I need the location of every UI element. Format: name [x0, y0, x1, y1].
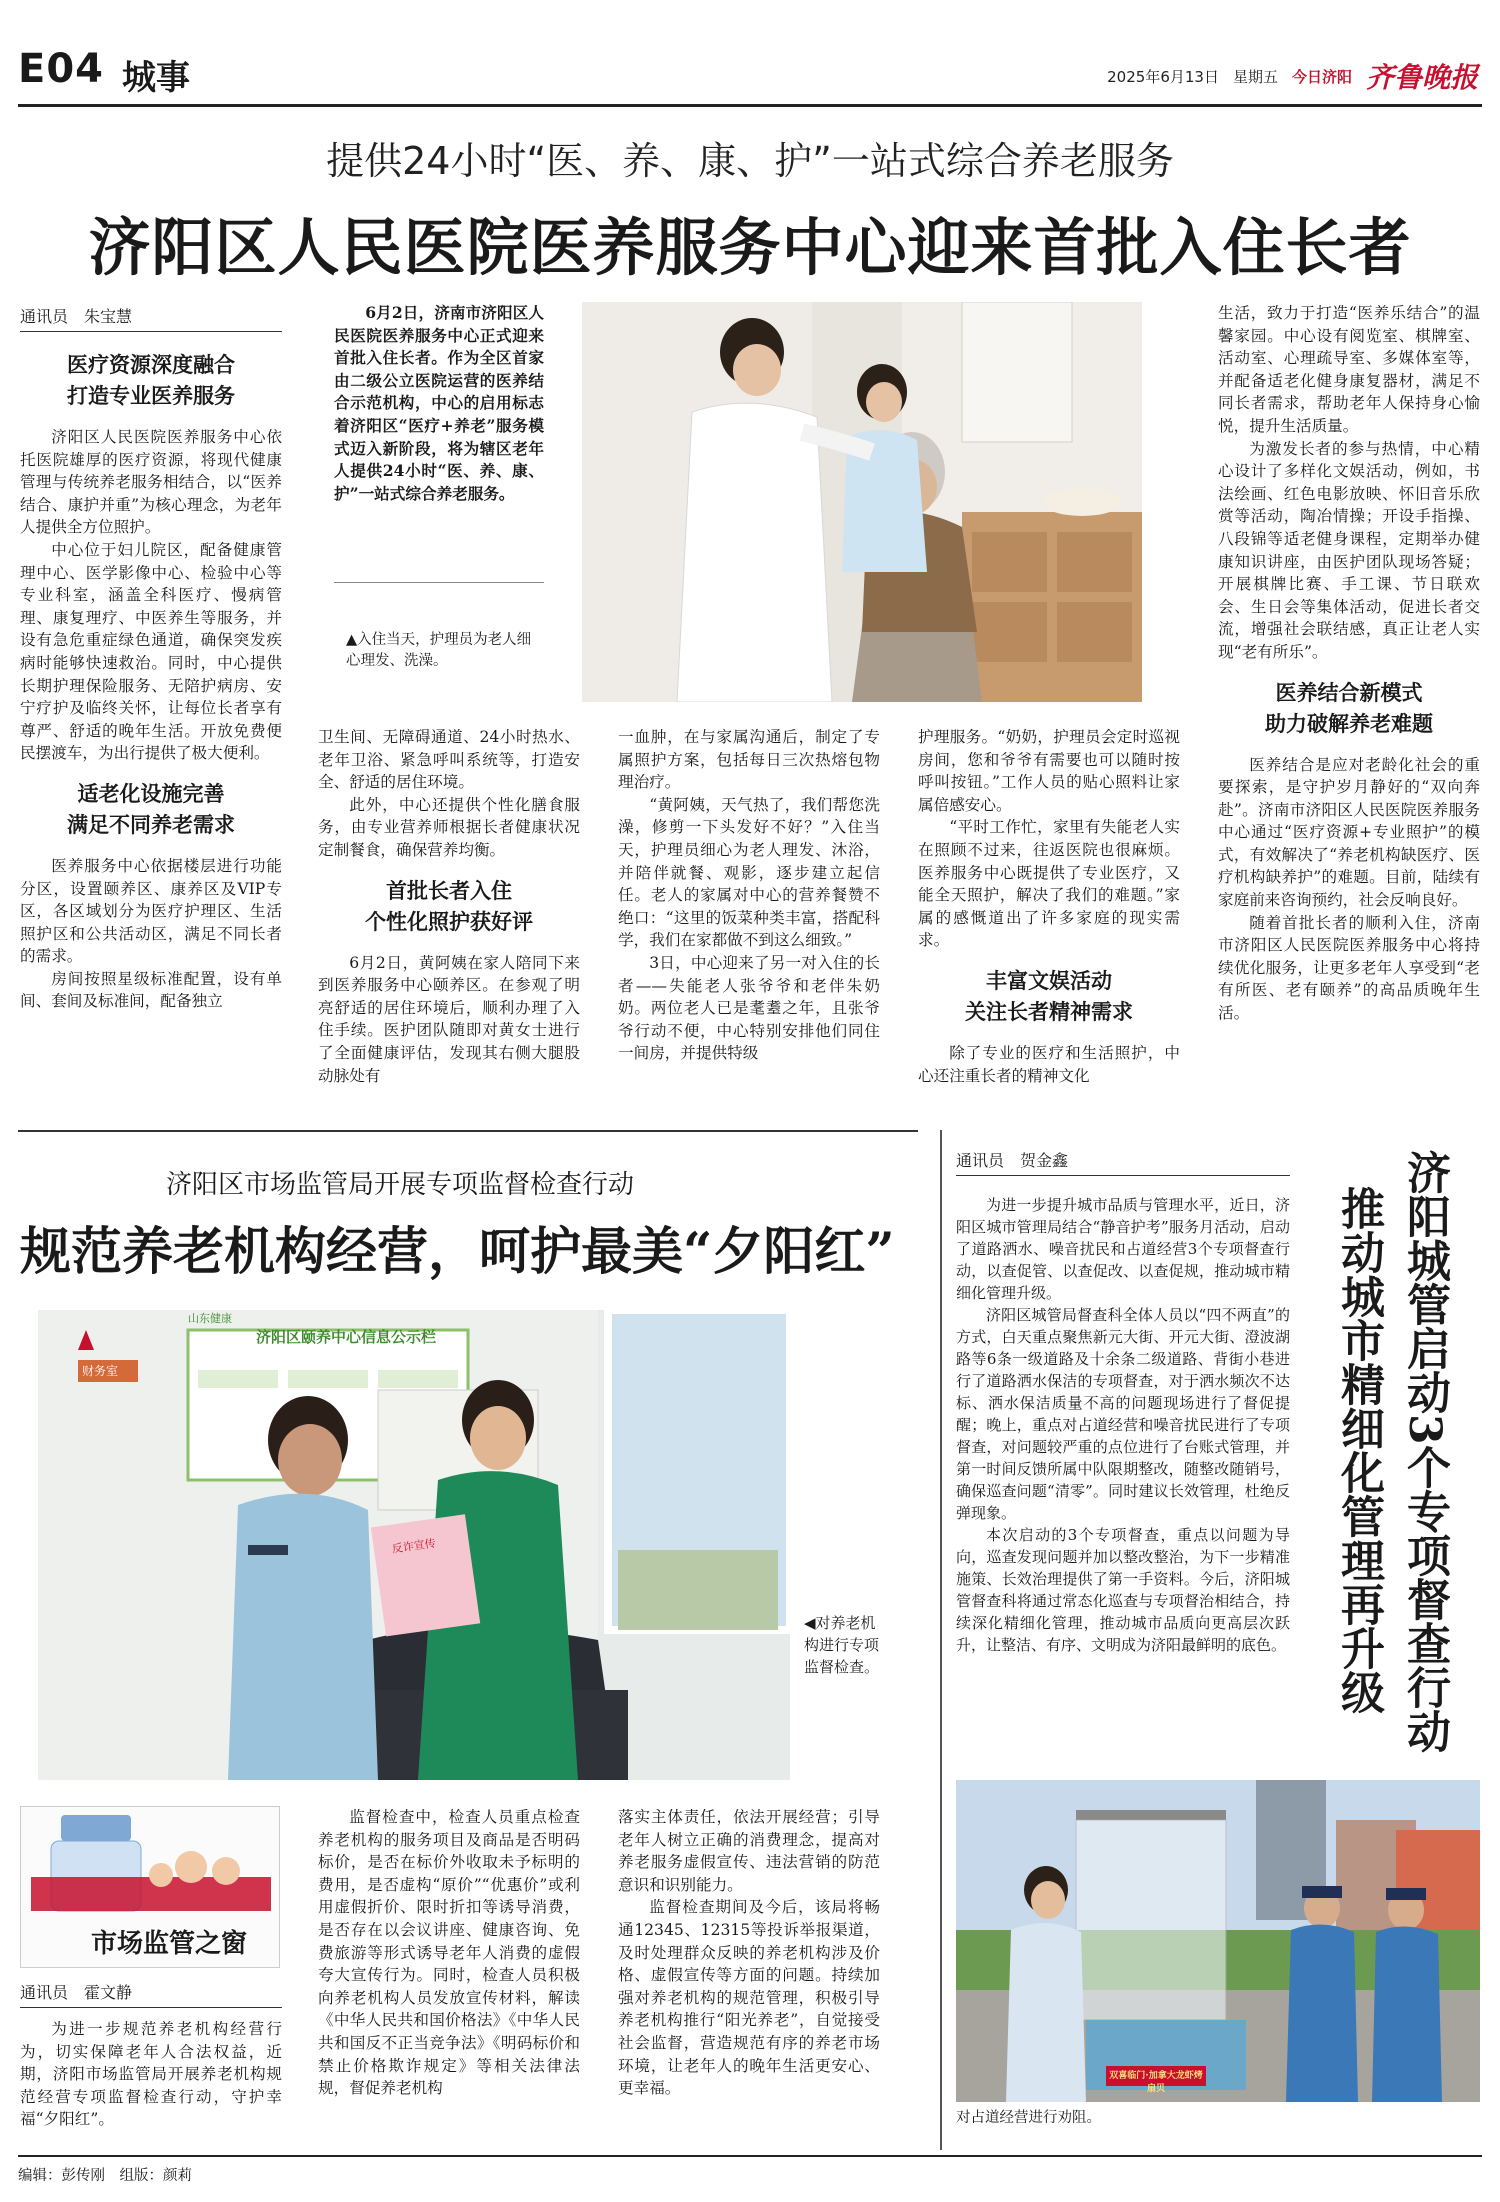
header-rule [18, 104, 1482, 107]
column-divider [940, 1130, 942, 2150]
story3-photo-street [956, 1780, 1480, 2102]
paragraph: 医养服务中心依据楼层进行功能分区，设置颐养区、康养区及VIP专区，各区域划分为医疗护理区、生活照护区和公共活动区，满足不同长者的需求。 [20, 856, 282, 966]
story2-photo-caption: ◀对养老机构进行专项监督检查。 [804, 1614, 880, 1676]
story1-subhead-2: 适老化设施完善 满足不同养老需求 [67, 781, 235, 837]
photo-sign-text: 济阳区颐养中心信息公示栏 [255, 1328, 436, 1346]
story1-subhead-3: 首批长者入住 个性化照护获好评 [365, 878, 533, 934]
paragraph: 此外，中心还提供个性化膳食服务，由专业营养师根据长者健康状况定制餐食，确保营养均衡。 [318, 795, 580, 859]
street-photo-illustration [956, 1780, 1480, 2102]
paragraph: 济阳区人民医院医养服务中心依托医院雄厚的医疗资源，将现代健康管理与传统养老服务相结合，以“医养结合、康护并重”为核心理念，为老年人提供全方位照护。 [20, 428, 282, 537]
story1-subhead-5: 医养结合新模式 助力破解养老难题 [1265, 680, 1433, 736]
issue-date: 2025年6月13日 [1107, 67, 1219, 86]
paragraph: 6月2日，黄阿姨在家人陪同下来到医养服务中心颐养区。在参观了明亮舒适的居住环境后，顺利办理了入住手续。医护团队随即对黄女士进行了全面健康评估，发现其右侧大腿股动脉处有 [318, 953, 580, 1085]
section-name: 城事 [122, 58, 190, 98]
paragraph: 除了专业的医疗和生活照护，中心还注重长者的精神文化 [918, 1043, 1180, 1085]
paragraph: 为进一步规范养老机构经营行为，切实保障老年人合法权益，近期，济阳市场监管局开展养老机构规范经营专项监督检查行动，守护幸福“夕阳红”。 [20, 2020, 282, 2129]
paragraph: 生活，致力于打造“医养乐结合”的温馨家园。中心设有阅览室、棋牌室、活动室、心理疏导室、多媒体室等，并配备适老化健身康复器材，满足不同长者需求，帮助老年人保持身心愉悦，提升生活质量。 [1218, 304, 1480, 435]
story1-lead: 6月2日，济南市济阳区人民医院医养服务中心正式迎来首批入住长者。作为全区首家由二级公立医院运营的医养结合示范机构，中心的启用标志着济阳区“医疗+养老”服务模式迈入新阶段，将为辖区老年人提供24小时“医、养、康、护”一站式综合养老服务。 [334, 303, 544, 503]
story1-subhead-1: 医疗资源深度融合 打造专业医养服务 [67, 353, 235, 408]
page-number: E04 [18, 46, 104, 92]
story1-column-2 [318, 726, 580, 1087]
paragraph: 随着首批长者的顺利入住，济南市济阳区人民医院医养服务中心将持续优化服务，让更多老年人享受到“老有所医、老有颐养”的高品质晚年生活。 [1218, 913, 1480, 1023]
story2-kicker: 济阳区市场监管局开展专项监督检查行动 [166, 1170, 635, 1200]
paragraph: 中心位于妇儿院区，配备健康管理中心、医学影像中心、检验中心等专业科室，涵盖全科医疗、慢病管理、康复理疗、中医养生等服务，并设有急危重症绿色通道，确保突发疾病时能够快速救治。同时，中心提供长期护理保险服务、无陪护病房、安宁疗护及临终关怀，让每位长者享有尊严、舒适的晚年生活。开放免费便民摆渡车，为出行提供了极大便利。 [20, 540, 282, 763]
issue-weekday: 星期五 [1232, 67, 1278, 86]
photo-room-sign: 财务室 [82, 1364, 119, 1378]
story1-subhead-4: 丰富文娱活动 关注长者精神需求 [965, 968, 1133, 1024]
story2-headline: 规范养老机构经营，呵护最美“夕阳红” [20, 1222, 895, 1282]
story3-text [956, 1148, 1290, 1656]
story1-column-1 [20, 304, 282, 1013]
paragraph: 医养结合是应对老龄化社会的重要探索，是守护岁月静好的“双向奔赴”。济南市济阳区人民医院医养服务中心通过“医疗资源+专业照护”的模式，有效解决了“养老机构缺医疗、医疗机构缺养护”的难题。目前，陆续有家庭前来咨询预约，社会反响良好。 [1218, 755, 1480, 910]
svg-text:反诈宣传: 反诈宣传 [391, 1536, 437, 1556]
paragraph: 卫生间、无障碍通道、24小时热水、老年卫浴、紧急呼叫系统等，打造安全、舒适的居住环境。 [318, 728, 580, 792]
photo-brand-sign: 山东健康 [188, 1312, 232, 1325]
footer-rule [18, 2155, 1482, 2157]
story2-column-3 [618, 1806, 880, 2100]
footer-credits: 编辑：彭传刚 组版：颜莉 [18, 2168, 192, 2184]
haircut-photo-illustration [582, 302, 1142, 702]
paragraph: 监督检查中，检查人员重点检查养老机构的服务项目及商品是否明码标价，是否在标价外收取未予标明的费用，是否虚构“原价”“优惠价”或利用虚假折价、限时折扣等诱导消费，是否存在以会议讲座、健康咨询、免费旅游等形式诱导老年人消费的虚假夸大宣传行为。同时，检查人员积极向养老机构人员发放宣传材料，解读《中华人民共和国价格法》《中华人民共和国反不正当竞争法》《明码标价和禁止价格欺诈规定》等相关法律法规，督促养老机构 [318, 1808, 580, 2098]
paragraph: 监督检查期间及今后，该局将畅通12345、12315等投诉举报渠道，及时处理群众反映的养老机构涉及价格、虚假宣传等方面的问题。持续加强对养老机构的规范管理，积极引导养老机构推行“阳光养老”，自觉接受社会监督，营造规范有序的养老市场环境，让老年人的晚年生活更安心、更幸福。 [618, 1898, 880, 2098]
story1-kicker: 提供24小时“医、养、康、护”一站式综合养老服务 [326, 139, 1174, 183]
edition-name: 今日济阳 [1291, 67, 1352, 86]
header-info [1107, 56, 1478, 96]
story1-column-5 [1218, 302, 1480, 1025]
lead-divider [334, 582, 544, 583]
story2-column-1 [20, 1980, 282, 2131]
paragraph: 济阳区城管局督查科全体人员以“四不两直”的方式，白天重点聚焦新元大街、开元大街、澄波湖路等6条一级道路及十余条二级道路、背街小巷进行了道路洒水保洁的专项督查，对于洒水频次不达标、洒水保洁质量不高的问题现场进行了督促提醒；晚上，重点对占道经营和噪音扰民进行了专项督查，对问题较严重的点位进行了台账式管理，并第一时间反馈所属中队限期整改，随整改随销号，确保巡查问题“清零”。同时建议长效管理，杜绝反弹现象。 [956, 1306, 1290, 1522]
paragraph: 一血肿，在与家属沟通后，制定了专属照护方案，包括每日三次热熔包物理治疗。 [618, 728, 880, 792]
story3-headline-sub: 推动城市精细化管理再升级 [1333, 1186, 1384, 1714]
story2-column-2 [318, 1806, 580, 2100]
story1-headline: 济阳区人民医院医养服务中心迎来首批入住长者 [88, 211, 1412, 284]
story2-byline: 通讯员 霍文静 [20, 1980, 282, 2008]
story3-headline-main: 济阳城管启动3个专项督查行动 [1399, 1150, 1450, 1753]
story1-column-3 [618, 726, 880, 1065]
story1-photo-haircut [582, 302, 1142, 702]
market-supervision-box [20, 1806, 280, 1968]
paragraph: “平时工作忙，家里有失能老人实在照顾不过来，往返医院也很麻烦。医养服务中心既提供了专业医疗，又能全天照护，解决了我们的难题。”家属的感慨道出了许多家庭的现实需求。 [918, 818, 1180, 950]
paragraph: 落实主体责任，依法开展经营；引导老年人树立正确的消费理念，提高对养老服务虚假宣传、违法营销的防范意识和识别能力。 [618, 1808, 880, 1894]
story2-photo-inspection [38, 1310, 790, 1780]
paragraph: 房间按照星级标准配置，设有单间、套间及标准间，配备独立 [20, 969, 282, 1011]
story1-byline: 通讯员 朱宝慧 [20, 304, 282, 332]
paragraph: 为激发长者的参与热情，中心精心设计了多样化文娱活动，例如，书法绘画、红色电影放映、怀旧音乐欣赏等活动，陶冶情操；开设手指操、八段锦等适老健身课程，定期举办健康知识讲座，由医护团队现场答疑；开展棋牌比赛、手工课、节日联欢会、生日会等集体活动，促进长者交流，增强社会联结感，真正让老人实现“老有所乐”。 [1218, 439, 1480, 661]
paragraph: 本次启动的3个专项督查，重点以问题为导向，巡查发现问题并加以整改整治，为下一步精准施策、长效治理提供了第一手资料。今后，济阳城管督查科将通过常态化巡查与专项督治相结合，持续深化精细化管理，推动城市品质向更高层次跃升，让整洁、有序、文明成为济阳最鲜明的底色。 [956, 1526, 1290, 1654]
cart-sign-text: 双喜临门·加拿大龙虾烤扇贝 [1109, 2071, 1203, 2094]
paragraph: 3日，中心迎来了另一对入住的长者——失能老人张爷爷和老伴朱奶奶。两位老人已是耄耋之年，且张爷爷行动不便，中心特别安排他们同住一间房，并提供特级 [618, 953, 880, 1063]
inspection-photo-illustration [38, 1310, 790, 1780]
story1-column-4 [918, 726, 1180, 1087]
market-supervision-label: 市场监管之窗 [91, 1929, 248, 1959]
section-divider [18, 1130, 918, 1132]
newspaper-logo: 齐鲁晚报 [1365, 61, 1478, 94]
story3-byline: 通讯员 贺金鑫 [956, 1148, 1290, 1176]
paragraph: 为进一步提升城市品质与管理水平，近日，济阳区城市管理局结合“静音护考”服务月活动，启动了道路洒水、噪音扰民和占道经营3个专项督查行动，以查促管、以查促改、以查促规，推动城市精细化管理升级。 [956, 1196, 1290, 1302]
story1-photo-caption: ▲入住当天，护理员为老人细心理发、洗澡。 [346, 632, 532, 669]
medicine-bottle-icon [21, 1807, 279, 1917]
paragraph: 护理服务。“奶奶，护理员会定时巡视房间，您和爷爷有需要也可以随时按呼叫按钮。”工作人员的贴心照料让家属倍感安心。 [918, 728, 1180, 814]
paragraph: “黄阿姨，天气热了，我们帮您洗澡，修剪一下头发好不好？”入住当天，护理员细心为老人理发、沐浴，并陪伴就餐、观影，逐步建立起信任。老人的家属对中心的营养餐赞不绝口：“这里的饭菜种类丰富，搭配科学，我们在家都做不到这么细致。” [618, 795, 880, 950]
story3-photo-caption: 对占道经营进行劝阻。 [956, 2110, 1101, 2126]
